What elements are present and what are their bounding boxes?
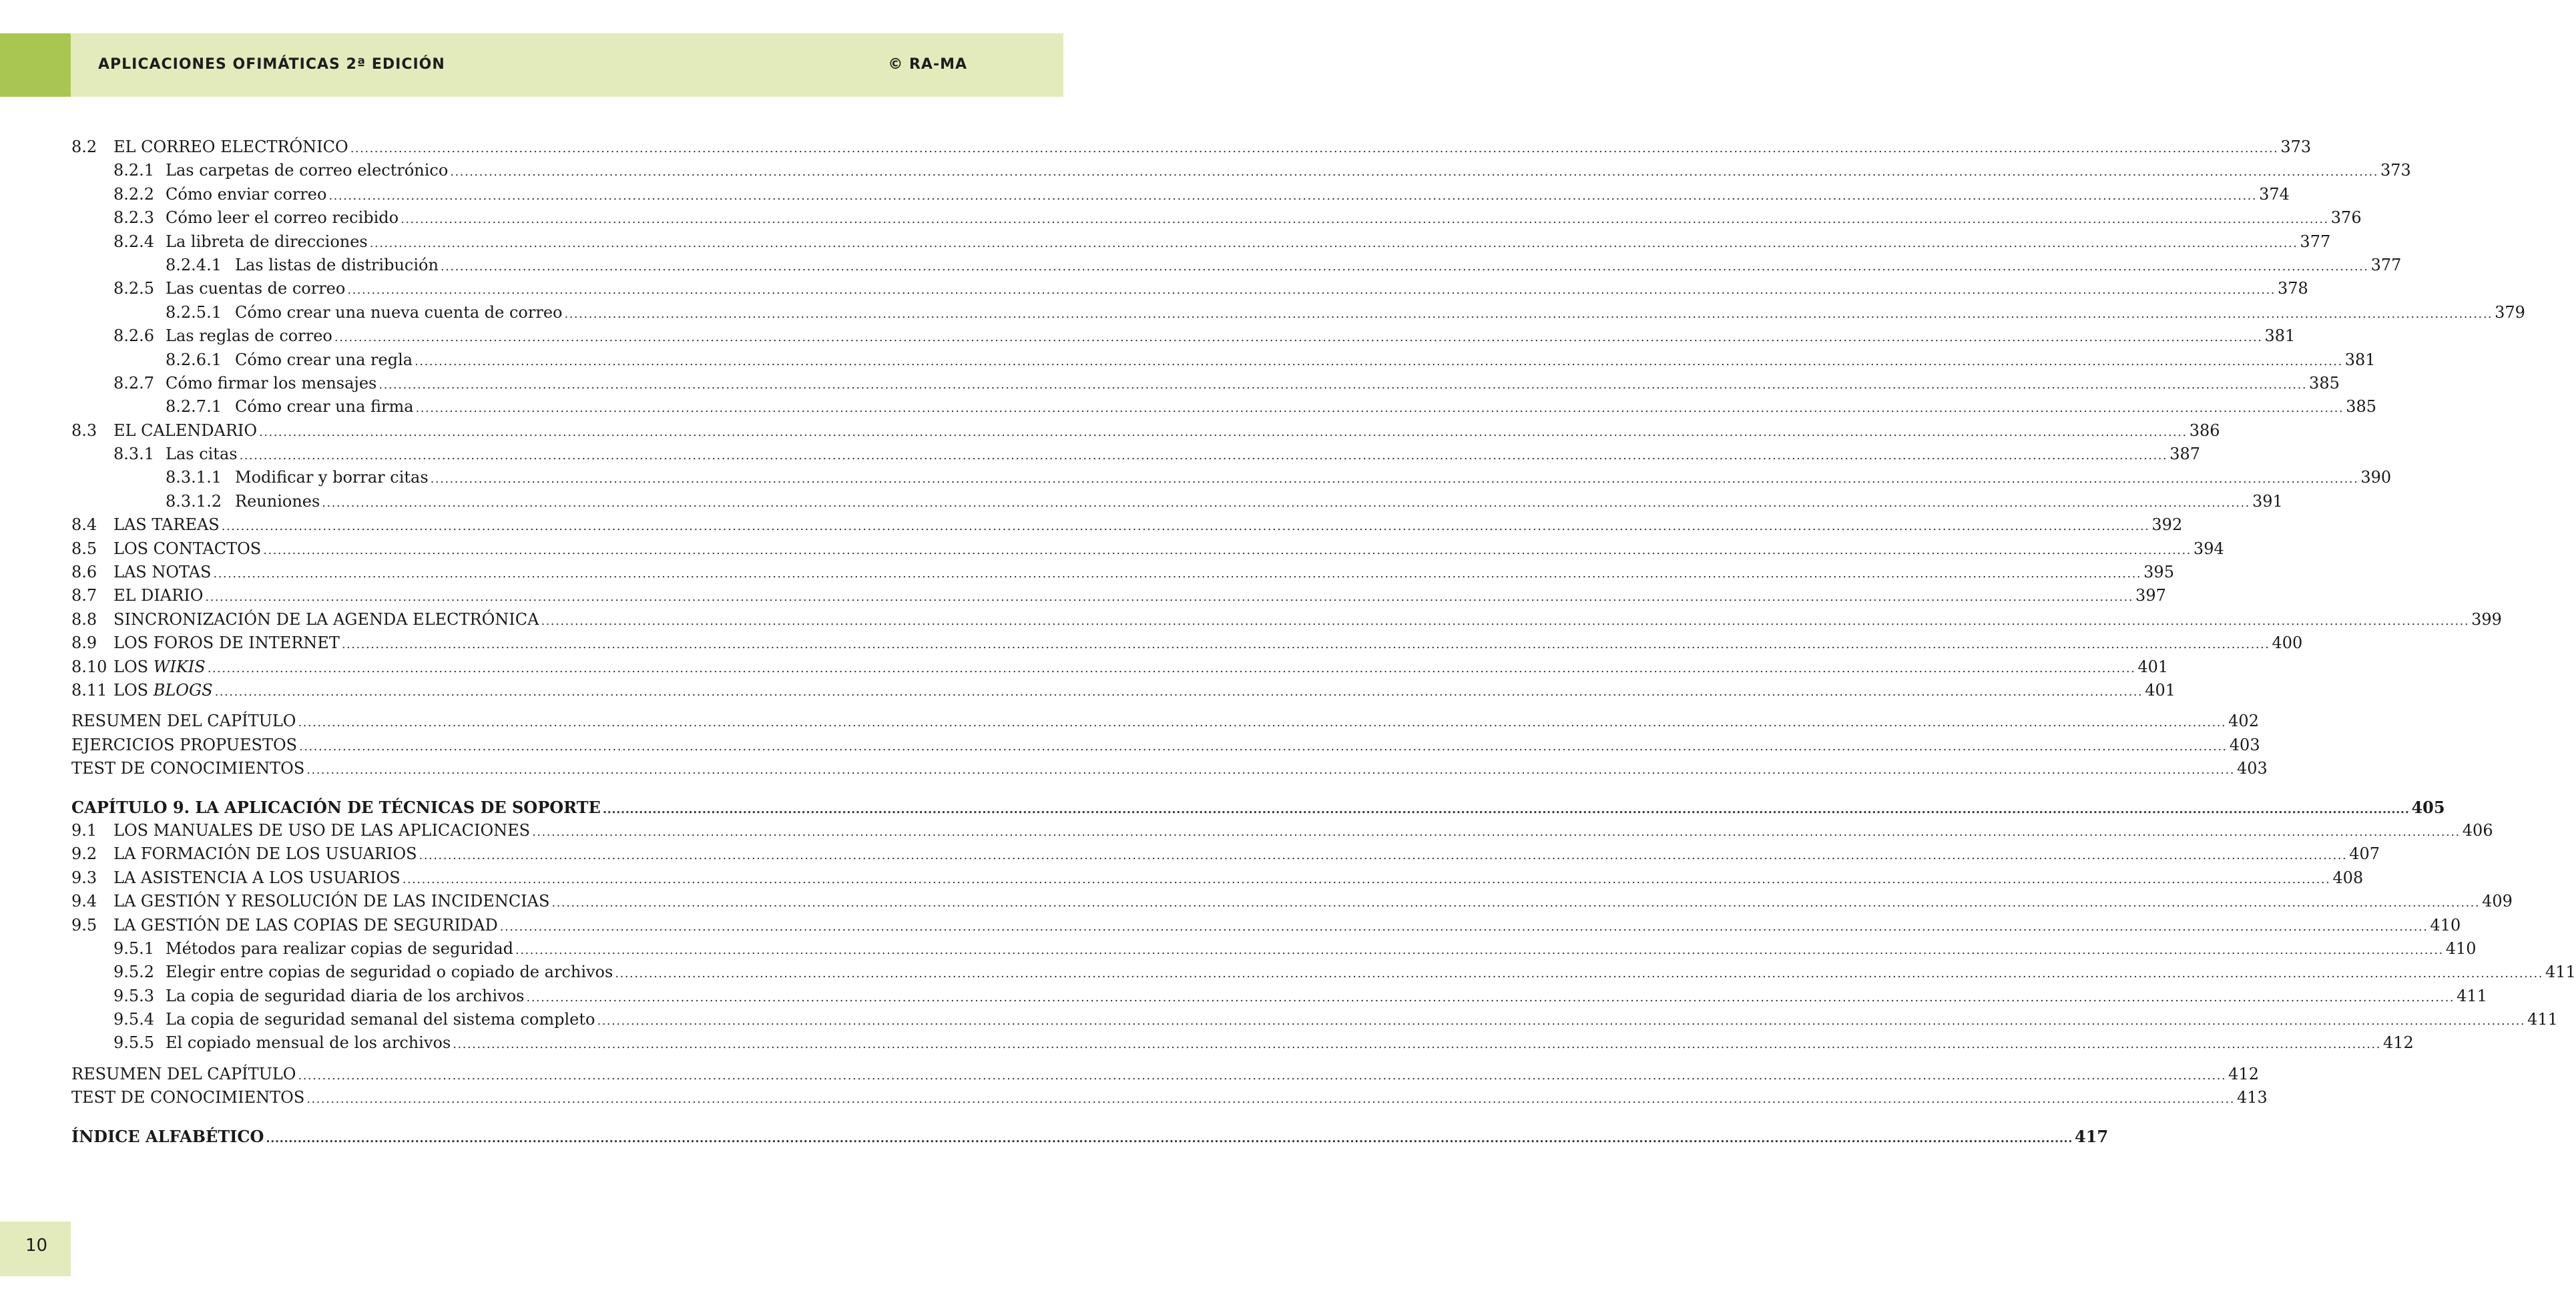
dot-leader: ................................................................................................................................................................................................................................................................................................................................................................................................................ bbox=[207, 661, 2136, 676]
toc-entry-number: 9.3 bbox=[71, 868, 97, 887]
book-title: APLICACIONES OFIMÁTICAS 2ª EDICIÓN bbox=[98, 56, 445, 73]
toc-entry-title: CAPÍTULO 9. LA APLICACIÓN DE TÉCNICAS DE SOPORTE bbox=[71, 797, 601, 817]
toc-entry bbox=[71, 301, 2525, 324]
toc-entry bbox=[71, 206, 2362, 230]
toc-entry-title: RESUMEN DEL CAPÍTULO bbox=[71, 712, 296, 731]
toc-entry-page: 377 bbox=[2370, 255, 2402, 274]
toc-entry-number: 8.2.6.1 bbox=[166, 350, 222, 369]
dot-leader: ................................................................................................................................................................................................................................................................................................................................................................................................................ bbox=[564, 306, 2493, 321]
toc-entry bbox=[71, 1031, 2414, 1055]
toc-entry-page: 403 bbox=[2236, 759, 2268, 778]
toc-entry-page: 399 bbox=[2471, 609, 2502, 629]
toc-entry-title: LOS CONTACTOS bbox=[113, 539, 262, 558]
dot-leader: ................................................................................................................................................................................................................................................................................................................................................................................................................ bbox=[205, 590, 2134, 605]
toc-entry-title: LOS FOROS DE INTERNET bbox=[113, 633, 340, 653]
dot-leader: ................................................................................................................................................................................................................................................................................................................................................................................................................ bbox=[306, 1092, 2235, 1107]
toc-entry-number: 8.2.3 bbox=[113, 208, 155, 228]
toc-entry bbox=[71, 710, 2259, 733]
toc-entry-number: 8.2.2 bbox=[113, 184, 155, 204]
toc-entry-page: 400 bbox=[2272, 633, 2303, 653]
dot-leader: ................................................................................................................................................................................................................................................................................................................................................................................................................ bbox=[369, 236, 2298, 250]
dot-leader: ................................................................................................................................................................................................................................................................................................................................................................................................................ bbox=[402, 872, 2331, 886]
toc-entry-page: 385 bbox=[2309, 373, 2340, 393]
dot-leader: ................................................................................................................................................................................................................................................................................................................................................................................................................ bbox=[239, 449, 2168, 463]
toc-entry-number: 8.2.4.1 bbox=[166, 255, 222, 274]
toc-entry bbox=[71, 866, 2364, 890]
toc-entry bbox=[71, 1008, 2558, 1031]
toc-entry-page: 387 bbox=[2169, 445, 2201, 464]
dot-leader: ................................................................................................................................................................................................................................................................................................................................................................................................................ bbox=[334, 330, 2263, 345]
toc-entry bbox=[71, 608, 2502, 631]
toc-entry bbox=[71, 584, 2166, 607]
toc-entry-page: 403 bbox=[2229, 735, 2260, 754]
toc-entry-page: 406 bbox=[2462, 820, 2493, 840]
toc-entry bbox=[71, 937, 2477, 961]
dot-leader: ................................................................................................................................................................................................................................................................................................................................................................................................................ bbox=[541, 613, 2470, 628]
toc-entry-number: 9.5.5 bbox=[113, 1033, 155, 1053]
toc-entry-title: LAS TAREAS bbox=[113, 515, 220, 535]
toc-entry-page: 401 bbox=[2145, 680, 2176, 700]
dot-leader: ................................................................................................................................................................................................................................................................................................................................................................................................................ bbox=[532, 824, 2461, 839]
toc-entry-number: 8.3.1.1 bbox=[166, 468, 222, 487]
toc-entry-title: TEST DE CONOCIMIENTOS bbox=[71, 759, 305, 778]
dot-leader: ................................................................................................................................................................................................................................................................................................................................................................................................................ bbox=[499, 919, 2428, 934]
dot-leader: ................................................................................................................................................................................................................................................................................................................................................................................................................ bbox=[401, 212, 2329, 227]
toc-entry bbox=[71, 961, 2576, 984]
publisher-mark: © RA-MA bbox=[888, 56, 967, 73]
toc-entry-title: LA GESTIÓN DE LAS COPIAS DE SEGURIDAD bbox=[113, 915, 498, 935]
toc-entry-title: La copia de seguridad diaria de los archivos bbox=[166, 986, 525, 1005]
toc-entry-title: Cómo crear una firma bbox=[235, 397, 414, 417]
toc-entry-page: 379 bbox=[2495, 302, 2525, 322]
toc-entry-number: 9.5.1 bbox=[113, 939, 155, 958]
toc-entry-title: Elegir entre copias de seguridad o copiado de archivos bbox=[166, 963, 613, 982]
toc-entry bbox=[71, 183, 2290, 206]
toc-entry-number: 8.4 bbox=[71, 515, 97, 535]
toc-entry bbox=[71, 1063, 2259, 1086]
dot-leader: ................................................................................................................................................................................................................................................................................................................................................................................................................ bbox=[450, 165, 2378, 180]
toc-entry-page: 376 bbox=[2330, 208, 2362, 228]
toc-entry-number: 9.4 bbox=[71, 892, 97, 911]
toc-entry-page: 411 bbox=[2457, 986, 2487, 1005]
toc-entry-title: RESUMEN DEL CAPÍTULO bbox=[71, 1064, 296, 1083]
toc-entry-page: 381 bbox=[2344, 350, 2376, 369]
toc-entry-page: 413 bbox=[2236, 1088, 2268, 1107]
toc-entry-title: Las carpetas de correo electrónico bbox=[166, 161, 449, 180]
toc-entry-title: Cómo enviar correo bbox=[166, 184, 327, 204]
toc-entry-number: 9.5.4 bbox=[113, 1010, 155, 1029]
toc-entry bbox=[71, 537, 2224, 561]
toc-entry bbox=[71, 254, 2402, 277]
toc-entry-title: La copia de seguridad semanal del sistema completo bbox=[166, 1010, 595, 1029]
toc-entry-number: 8.2.7.1 bbox=[166, 397, 222, 417]
toc-entry bbox=[71, 230, 2331, 254]
toc-entry-page: 405 bbox=[2411, 797, 2445, 817]
toc-entry-title: Métodos para realizar copias de seguridad bbox=[166, 939, 514, 958]
toc-entry-title: TEST DE CONOCIMIENTOS bbox=[71, 1088, 305, 1107]
toc-entry-page: 392 bbox=[2151, 515, 2183, 535]
toc-entry-title: Las listas de distribución bbox=[235, 255, 439, 274]
dot-leader: ................................................................................................................................................................................................................................................................................................................................................................................................................ bbox=[306, 763, 2235, 778]
dot-leader: ................................................................................................................................................................................................................................................................................................................................................................................................................ bbox=[415, 401, 2344, 416]
toc-entry-page: 378 bbox=[2278, 279, 2308, 298]
toc-entry-number: 8.2.5 bbox=[113, 279, 155, 298]
toc-entry-number: 8.2.7 bbox=[113, 373, 155, 393]
toc-entry bbox=[71, 890, 2513, 913]
dot-leader: ................................................................................................................................................................................................................................................................................................................................................................................................................ bbox=[419, 848, 2348, 863]
toc-entry-number: 8.11 bbox=[71, 680, 107, 700]
toc-entry bbox=[71, 561, 2174, 584]
toc-entry-page: 395 bbox=[2143, 563, 2174, 582]
toc-entry-number: 8.9 bbox=[71, 633, 97, 653]
toc-entry-title: ÍNDICE ALFABÉTICO bbox=[71, 1126, 264, 1146]
toc-entry bbox=[71, 419, 2220, 443]
toc-entry-page: 385 bbox=[2346, 397, 2377, 417]
toc-entry-number: 9.1 bbox=[71, 820, 97, 840]
dot-leader: ................................................................................................................................................................................................................................................................................................................................................................................................................ bbox=[415, 354, 2343, 368]
toc-entry-page: 397 bbox=[2135, 586, 2166, 605]
toc-entry-number: 9.2 bbox=[71, 844, 97, 864]
toc-entry-title: SINCRONIZACIÓN DE LA AGENDA ELECTRÓNICA bbox=[113, 609, 539, 629]
dot-leader: ................................................................................................................................................................................................................................................................................................................................................................................................................ bbox=[378, 377, 2308, 392]
toc-entry bbox=[71, 985, 2487, 1008]
toc-entry-title: EL DIARIO bbox=[113, 586, 204, 605]
dot-leader: ................................................................................................................................................................................................................................................................................................................................................................................................................ bbox=[453, 1037, 2381, 1052]
toc-entry bbox=[71, 372, 2340, 395]
toc-entry-number: 9.5 bbox=[71, 915, 97, 935]
toc-entry-page: 410 bbox=[2445, 939, 2477, 958]
toc-entry-title: Cómo crear una regla bbox=[235, 350, 413, 369]
toc-entry-page: 373 bbox=[2280, 138, 2312, 156]
toc-entry-number: 9.5.2 bbox=[113, 963, 155, 982]
toc-entry-number: 9.5.3 bbox=[113, 986, 155, 1005]
dot-leader: ................................................................................................................................................................................................................................................................................................................................................................................................................ bbox=[430, 472, 2359, 487]
toc-entry-number: 8.3.1 bbox=[113, 445, 155, 464]
dot-leader: ................................................................................................................................................................................................................................................................................................................................................................................................................ bbox=[341, 637, 2270, 652]
toc-entry-number: 8.3 bbox=[71, 421, 97, 440]
toc-entry-page: 374 bbox=[2259, 184, 2290, 204]
toc-entry-title: Las reglas de correo bbox=[166, 326, 332, 346]
dot-leader: ................................................................................................................................................................................................................................................................................................................................................................................................................ bbox=[597, 1014, 2526, 1029]
toc-entry bbox=[71, 466, 2392, 489]
toc-entry bbox=[71, 395, 2377, 419]
toc-entry-title: EJERCICIOS PROPUESTOS bbox=[71, 735, 298, 754]
toc-entry-title: Cómo crear una nueva cuenta de correo bbox=[235, 302, 563, 322]
toc-entry-number: 8.7 bbox=[71, 586, 97, 605]
toc-entry-title: Reuniones bbox=[235, 491, 320, 511]
dot-leader: ................................................................................................................................................................................................................................................................................................................................................................................................................ bbox=[347, 283, 2276, 298]
dot-leader: ................................................................................................................................................................................................................................................................................................................................................................................................................ bbox=[299, 739, 2228, 754]
toc-entry-page: 401 bbox=[2137, 657, 2169, 676]
dot-leader: ................................................................................................................................................................................................................................................................................................................................................................................................................ bbox=[515, 943, 2444, 957]
toc-entry bbox=[71, 679, 2176, 702]
toc-entry-title: LOS MANUALES DE USO DE LAS APLICACIONES bbox=[113, 820, 531, 840]
toc-entry-page: 411 bbox=[2545, 963, 2576, 982]
dot-leader: ................................................................................................................................................................................................................................................................................................................................................................................................................ bbox=[526, 990, 2455, 1005]
toc-entry-title: LOS WIKIS bbox=[113, 657, 206, 676]
dot-leader: ................................................................................................................................................................................................................................................................................................................................................................................................................ bbox=[298, 716, 2227, 730]
toc-entry-page: 391 bbox=[2252, 491, 2283, 511]
toc-entry-page: 412 bbox=[2228, 1064, 2259, 1083]
dot-leader: ................................................................................................................................................................................................................................................................................................................................................................................................................ bbox=[213, 567, 2142, 581]
toc-entry bbox=[71, 631, 2303, 655]
toc-entry-page: 390 bbox=[2360, 468, 2392, 487]
toc-entry-title: LAS NOTAS bbox=[113, 563, 212, 582]
toc-entry-title: Cómo firmar los mensajes bbox=[166, 373, 377, 393]
toc-entry bbox=[71, 348, 2376, 372]
toc-entry bbox=[71, 842, 2380, 866]
dot-leader: ................................................................................................................................................................................................................................................................................................................................................................................................................ bbox=[440, 259, 2369, 274]
toc-entry-page: 407 bbox=[2349, 844, 2380, 864]
toc-entry bbox=[71, 757, 2268, 780]
toc-entry-page: 402 bbox=[2228, 712, 2259, 731]
dot-leader: ................................................................................................................................................................................................................................................................................................................................................................................................................ bbox=[615, 967, 2543, 981]
toc-entry-title: EL CALENDARIO bbox=[113, 421, 258, 440]
toc-entry-title: LA ASISTENCIA A LOS USUARIOS bbox=[113, 868, 401, 887]
toc-entry bbox=[71, 656, 2169, 679]
page-number: 10 bbox=[25, 1236, 48, 1256]
toc-entry-number: 8.6 bbox=[71, 563, 97, 582]
dot-leader: ................................................................................................................................................................................................................................................................................................................................................................................................................ bbox=[322, 495, 2250, 510]
toc-entry bbox=[71, 914, 2461, 937]
dot-leader: ................................................................................................................................................................................................................................................................................................................................................................................................................ bbox=[221, 519, 2150, 534]
toc-entry bbox=[71, 136, 2312, 159]
toc-entry-page: 410 bbox=[2430, 915, 2461, 935]
toc-entry bbox=[71, 796, 2445, 819]
dot-leader: ................................................................................................................................................................................................................................................................................................................................................................................................................ bbox=[350, 142, 2279, 156]
dot-leader: ................................................................................................................................................................................................................................................................................................................................................................................................................ bbox=[214, 684, 2143, 699]
toc-entry-page: 381 bbox=[2264, 326, 2296, 346]
toc-entry-page: 411 bbox=[2527, 1010, 2558, 1029]
toc-entry bbox=[71, 443, 2201, 466]
toc-entry-number: 8.5 bbox=[71, 539, 97, 558]
toc-entry-number: 8.3.1.2 bbox=[166, 491, 222, 511]
header-accent-block bbox=[0, 33, 71, 97]
toc-entry bbox=[71, 734, 2260, 757]
toc-entry bbox=[71, 490, 2283, 513]
toc-entry-page: 408 bbox=[2332, 868, 2364, 887]
toc-entry-number: 8.2.5.1 bbox=[166, 302, 222, 322]
dot-leader: ................................................................................................................................................................................................................................................................................................................................................................................................................ bbox=[551, 896, 2481, 910]
table-of-contents bbox=[71, 136, 2576, 1148]
toc-entry-number: 8.10 bbox=[71, 657, 107, 676]
toc-entry bbox=[71, 324, 2296, 348]
toc-entry bbox=[71, 277, 2308, 300]
toc-entry-page: 409 bbox=[2482, 892, 2513, 911]
dot-leader: ................................................................................................................................................................................................................................................................................................................................................................................................................ bbox=[298, 1068, 2227, 1083]
toc-entry bbox=[71, 1125, 2109, 1148]
toc-entry-number: 8.8 bbox=[71, 609, 97, 629]
toc-entry-title: LA GESTIÓN Y RESOLUCIÓN DE LAS INCIDENCIAS bbox=[113, 892, 550, 911]
toc-entry-page: 412 bbox=[2382, 1033, 2414, 1053]
dot-leader: ................................................................................................................................................................................................................................................................................................................................................................................................................ bbox=[263, 543, 2192, 557]
toc-entry-page: 377 bbox=[2300, 232, 2331, 251]
toc-entry-number: 8.2.1 bbox=[113, 161, 155, 180]
toc-entry-page: 394 bbox=[2193, 539, 2224, 558]
toc-entry bbox=[71, 159, 2411, 182]
toc-entry-title: Las citas bbox=[166, 445, 238, 464]
dot-leader: ................................................................................................................................................................................................................................................................................................................................................................................................................ bbox=[266, 1131, 2073, 1145]
toc-entry-title: La libreta de direcciones bbox=[166, 232, 368, 251]
dot-leader: ................................................................................................................................................................................................................................................................................................................................................................................................................ bbox=[259, 425, 2187, 439]
toc-entry-title: LA FORMACIÓN DE LOS USUARIOS bbox=[113, 844, 417, 864]
toc-entry-page: 417 bbox=[2075, 1126, 2109, 1146]
toc-entry bbox=[71, 1086, 2268, 1109]
toc-entry-title: LOS BLOGS bbox=[113, 680, 213, 700]
toc-entry bbox=[71, 513, 2183, 537]
dot-leader: ................................................................................................................................................................................................................................................................................................................................................................................................................ bbox=[328, 188, 2258, 203]
toc-entry-number: 8.2.4 bbox=[113, 232, 155, 251]
toc-entry-page: 373 bbox=[2380, 161, 2411, 180]
toc-entry-number: 8.2 bbox=[71, 138, 97, 156]
toc-entry-title: Modificar y borrar citas bbox=[235, 468, 429, 487]
toc-entry bbox=[71, 819, 2493, 842]
dot-leader: ................................................................................................................................................................................................................................................................................................................................................................................................................ bbox=[602, 802, 2410, 816]
toc-entry-title: Cómo leer el correo recibido bbox=[166, 208, 399, 228]
toc-entry-title: Las cuentas de correo bbox=[166, 279, 346, 298]
toc-entry-title: EL CORREO ELECTRÓNICO bbox=[113, 138, 348, 156]
toc-entry-page: 386 bbox=[2189, 421, 2220, 440]
toc-entry-number: 8.2.6 bbox=[113, 326, 155, 346]
toc-entry-title: El copiado mensual de los archivos bbox=[166, 1033, 451, 1053]
